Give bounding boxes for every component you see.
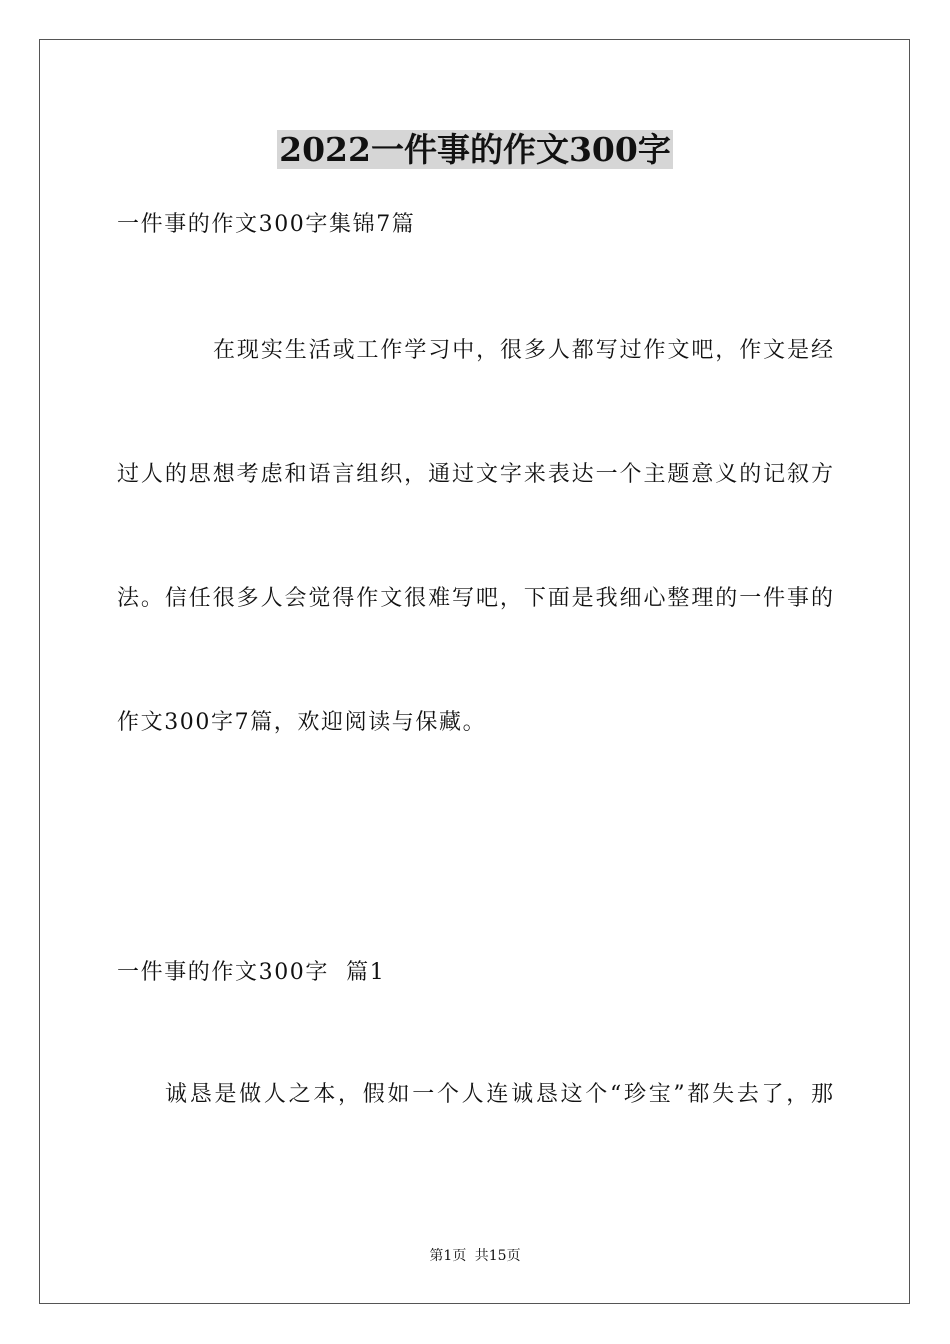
intro-line-3: 法。信任很多人会觉得作文很难写吧，下面是我细心整理的一件事的 [117,586,833,611]
intro-line-4: 作文300字7篇，欢迎阅读与保藏。 [117,710,487,735]
document-title [0,128,950,172]
section-line-1: 诚恳是做人之本，假如一个人连诚恳这个“珍宝”都失去了，那 [165,1082,833,1107]
intro-line-1: 在现实生活或工作学习中，很多人都写过作文吧，作文是经 [213,338,833,363]
document-subtitle: 一件事的作文300字集锦7篇 [117,212,416,237]
intro-line-2: 过人的思想考虑和语言组织，通过文字来表达一个主题意义的记叙方 [117,462,833,487]
page-footer: 第1页 共15页 [429,1248,521,1264]
section-heading: 一件事的作文300字 篇1 [117,960,386,985]
document-title-text: 2022一件事的作文300字 [279,130,671,169]
